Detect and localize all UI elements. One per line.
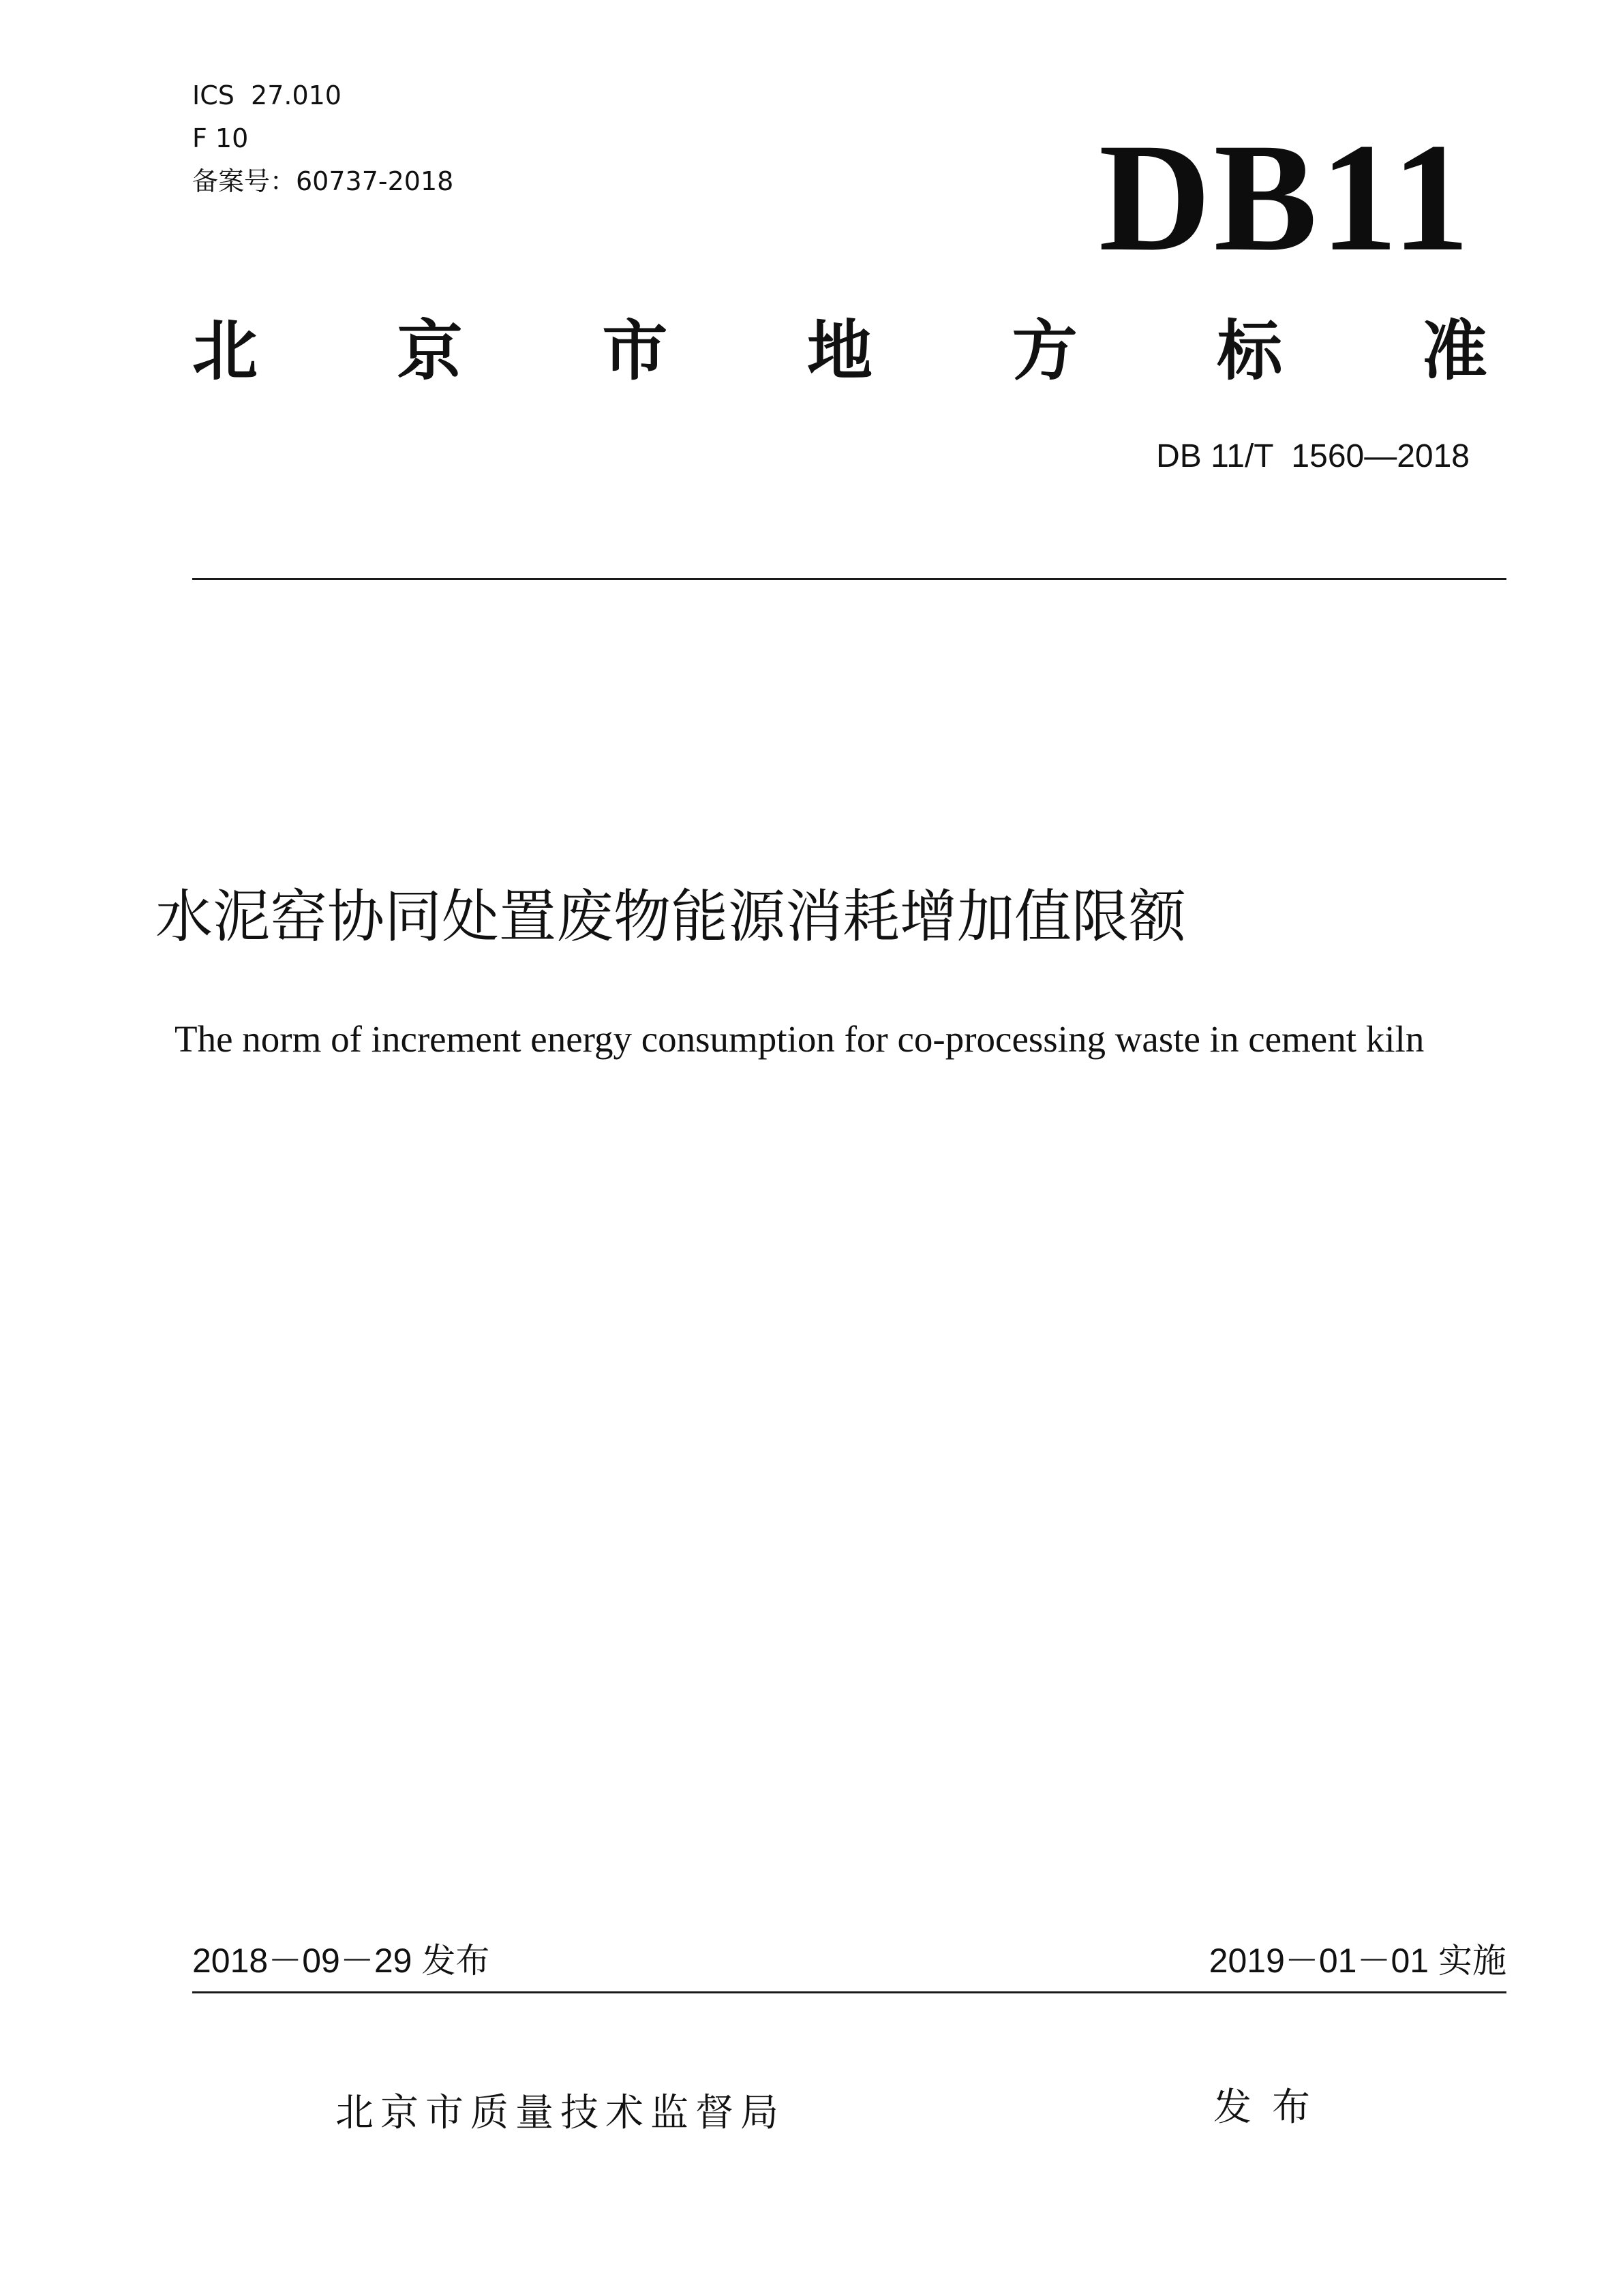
standard-number: DB 11/T 1560—2018 <box>1156 438 1470 474</box>
heading-char: 地 <box>806 313 873 389</box>
divider-bottom <box>192 1991 1506 1993</box>
ics-code: ICS 27.010 <box>192 80 342 110</box>
heading-char: 京 <box>397 313 463 389</box>
standard-heading <box>192 310 1487 392</box>
divider-top <box>192 578 1506 580</box>
issue-date: 2018－09－29 发布 <box>192 1942 490 1980</box>
heading-char: 标 <box>1217 313 1283 389</box>
heading-char: 方 <box>1012 313 1078 389</box>
title-english: The norm of increment energy consumption for co-processing waste in cement kiln <box>175 1018 1425 1060</box>
heading-char: 市 <box>602 313 668 389</box>
title-chinese: 水泥窑协同处置废物能源消耗增加值限额 <box>155 883 1187 950</box>
db-mark: DB11 <box>1098 112 1472 284</box>
issuing-authority: 北京市质量技术监督局 <box>335 2091 785 2135</box>
filing-number: 备案号：60737-2018 <box>192 166 454 196</box>
implementation-date: 2019－01－01 实施 <box>1209 1942 1506 1980</box>
ccs-code: F 10 <box>192 123 249 153</box>
issue-label: 发布 <box>1213 2085 1331 2130</box>
heading-char: 北 <box>192 313 258 389</box>
heading-char: 准 <box>1421 313 1487 389</box>
